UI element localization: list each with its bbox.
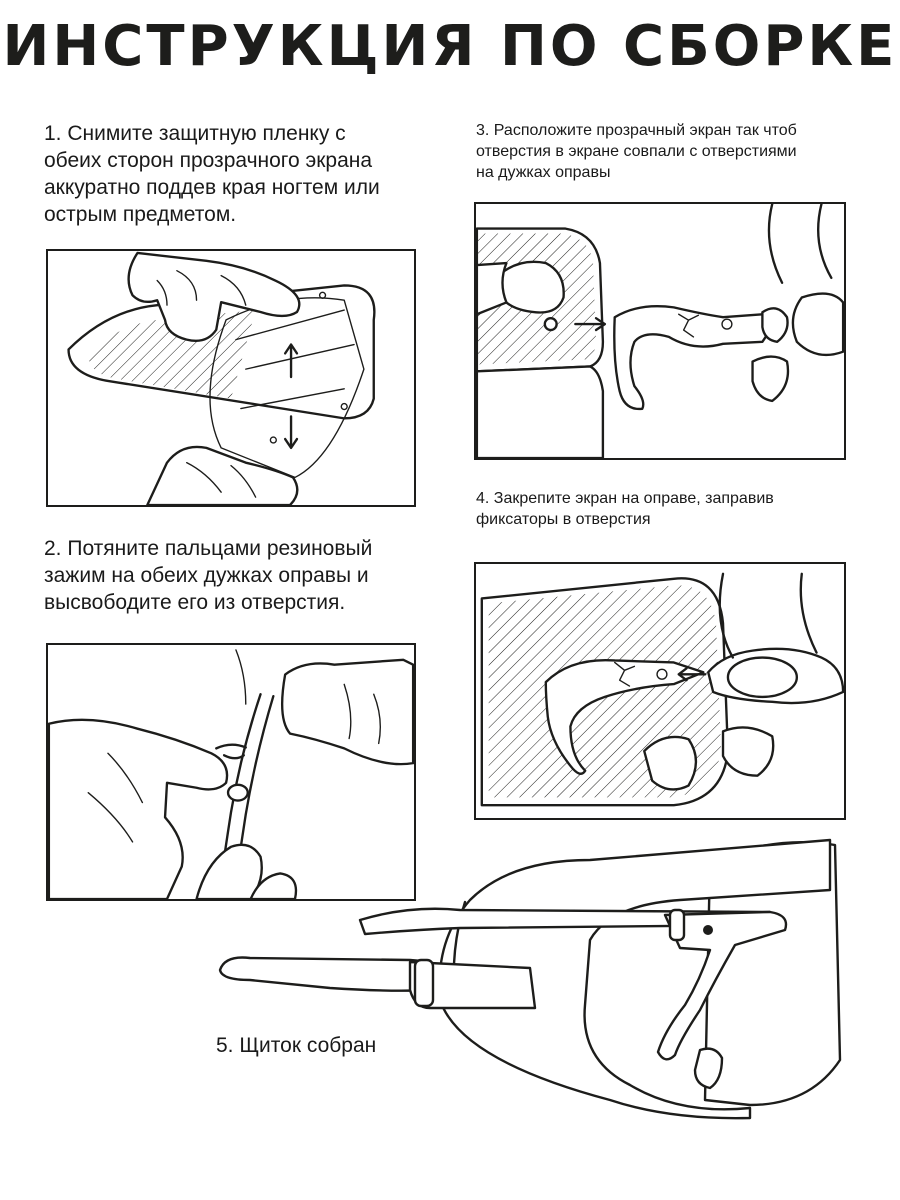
step-1-illustration [46,249,416,507]
step-1-text: 1. Снимите защитную пленку с обеих сторон прозрачного экрана аккуратно поддев края ногтем или острым предметом. [44,122,380,226]
step-4-illustration [474,562,846,820]
step-3-illustration [474,202,846,460]
assembled-shield-drawing [210,830,850,1120]
page-title: ИНСТРУКЦИЯ ПО СБОРКЕ [2,14,898,79]
step-5-text: 5. Щиток собран [216,1034,377,1057]
step-4-text: 4. Закрепите экран на оправе, заправив фиксаторы в отверстия [476,490,774,528]
step-2-text: 2. Потяните пальцами резиновый зажим на обеих дужках оправы и высвободите его из отверстия. [44,537,373,614]
step-3-text: 3. Расположите прозрачный экран так чтоб отверстия в экране совпали с отверстиями на дужках оправы [476,122,797,181]
fix-screen-drawing [476,564,844,818]
peel-film-drawing [48,251,414,505]
assembled-shield-illustration [210,830,850,1120]
align-holes-drawing [476,204,844,458]
